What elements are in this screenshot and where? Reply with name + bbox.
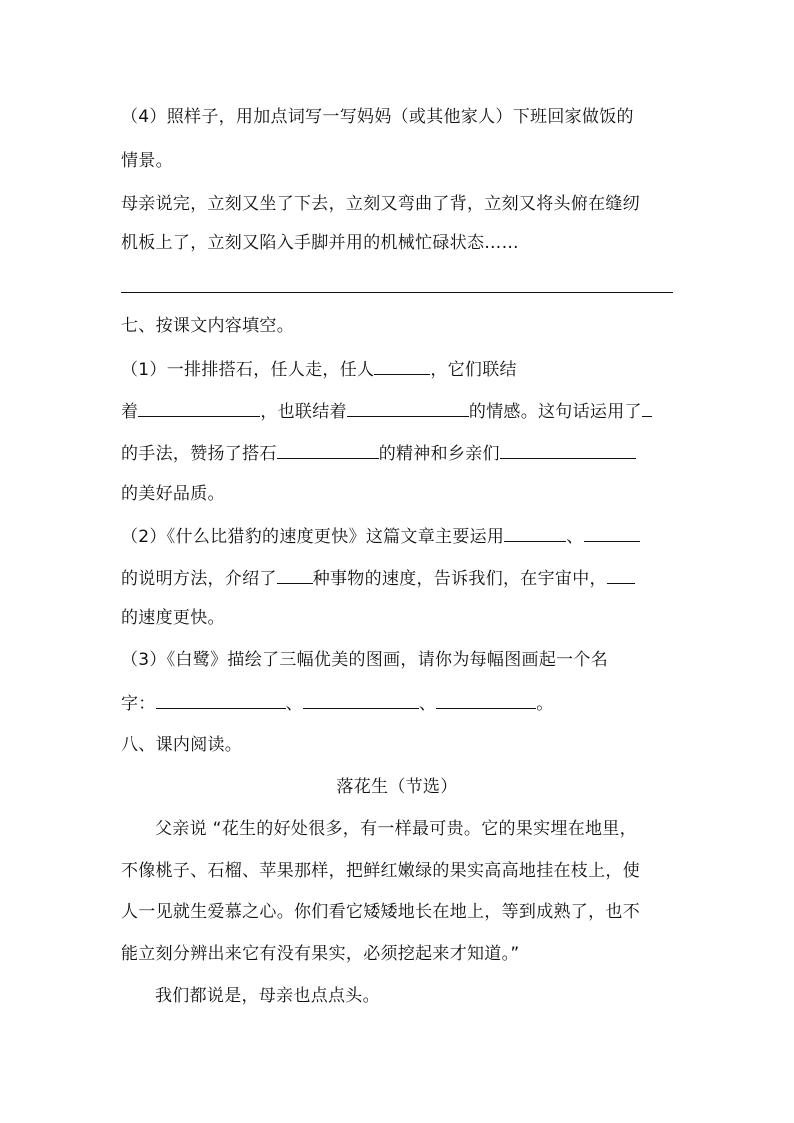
answer-line[interactable]: [121, 292, 673, 293]
q4-prompt-line1: （4）照样子，用加点词写一写妈妈（或其他家人）下班回家做饭的: [121, 107, 634, 127]
s7-item1-text-f: 的手法，赞扬了搭石: [121, 444, 277, 464]
s7-item3-text-b: 字：: [121, 694, 156, 714]
fill-blank[interactable]: [138, 398, 260, 417]
s7-item1-text-e: 的情感。这句话运用了: [468, 402, 642, 422]
s7-item1-line1: [121, 356, 517, 382]
s7-item1-text-b: ，它们联结: [430, 360, 517, 380]
fill-blank[interactable]: [303, 690, 419, 709]
s7-item3-line1: （3）《白鹭》描绘了三幅优美的图画，请你为每幅图画起一个名: [121, 650, 609, 670]
s7-item1-text-c: 着: [121, 402, 139, 422]
s7-item1-line3: [121, 440, 636, 466]
q4-example-line1: 母亲说完，立刻又坐了下去，立刻又弯曲了背，立刻又将头俯在缝纫: [121, 194, 640, 214]
s7-item3-sep2: 、: [418, 694, 437, 714]
s7-item2-line3: 的速度更快。: [121, 608, 225, 628]
passage-p1-line3: 人一见就生爱慕之心。你们看它矮矮地长在地上，等到成熟了，也不: [121, 902, 640, 922]
s7-item2-text-a: （2）《什么比猎豹的速度更快》这篇文章主要运用: [121, 527, 505, 547]
q4-prompt-line2: 情景。: [121, 151, 173, 171]
fill-blank[interactable]: [504, 523, 566, 542]
passage-p1-line1: 父亲说 “花生的好处很多，有一样最可贵。它的果实埋在地里，: [155, 819, 637, 839]
fill-blank[interactable]: [642, 398, 652, 417]
s7-item3-end: 。: [536, 694, 554, 714]
fill-blank[interactable]: [500, 440, 636, 459]
s7-item2-text-b: 、: [566, 527, 584, 547]
s7-item1-text-g: 的精神和乡亲们: [378, 444, 500, 464]
s7-item3-sep1: 、: [285, 694, 303, 714]
s7-item2-line1: [121, 523, 640, 549]
fill-blank[interactable]: [156, 690, 286, 709]
fill-blank[interactable]: [277, 440, 379, 459]
passage-p1-line2: 不像桃子、石榴、苹果那样，把鲜红嫩绿的果实高高地挂在枝上，使: [121, 861, 640, 881]
q4-example-line2: 机板上了，立刻又陷入手脚并用的机械忙碌状态……: [121, 233, 519, 253]
s7-item2-text-c: 的说明方法，介绍了: [121, 569, 277, 589]
fill-blank[interactable]: [347, 398, 469, 417]
fill-blank[interactable]: [277, 565, 313, 584]
passage-p2-line1: 我们都说是，母亲也点点头。: [155, 986, 380, 1006]
s7-item3-line2: [121, 690, 554, 716]
fill-blank[interactable]: [584, 523, 640, 542]
passage-p1-line4: 能立刻分辨出来它有没有果实，必须挖起来才知道。”: [121, 944, 520, 964]
fill-blank[interactable]: [374, 356, 430, 375]
fill-blank[interactable]: [607, 565, 635, 584]
s7-item1-text-d: ，也联结着: [260, 402, 347, 422]
s7-item1-text-a: （1）一排排搭石，任人走，任人: [121, 360, 375, 380]
s7-item1-line2: [121, 398, 652, 424]
section8-heading: 八、课内阅读。: [121, 735, 243, 755]
section7-heading: 七、按课文内容填空。: [121, 316, 294, 336]
passage-title: 落花生（节选）: [336, 777, 458, 797]
fill-blank[interactable]: [436, 690, 536, 709]
s7-item1-line4: 的美好品质。: [121, 484, 225, 504]
s7-item2-line2: [121, 565, 635, 591]
s7-item2-text-d: 种事物的速度，告诉我们，在宇宙中，: [312, 569, 607, 589]
